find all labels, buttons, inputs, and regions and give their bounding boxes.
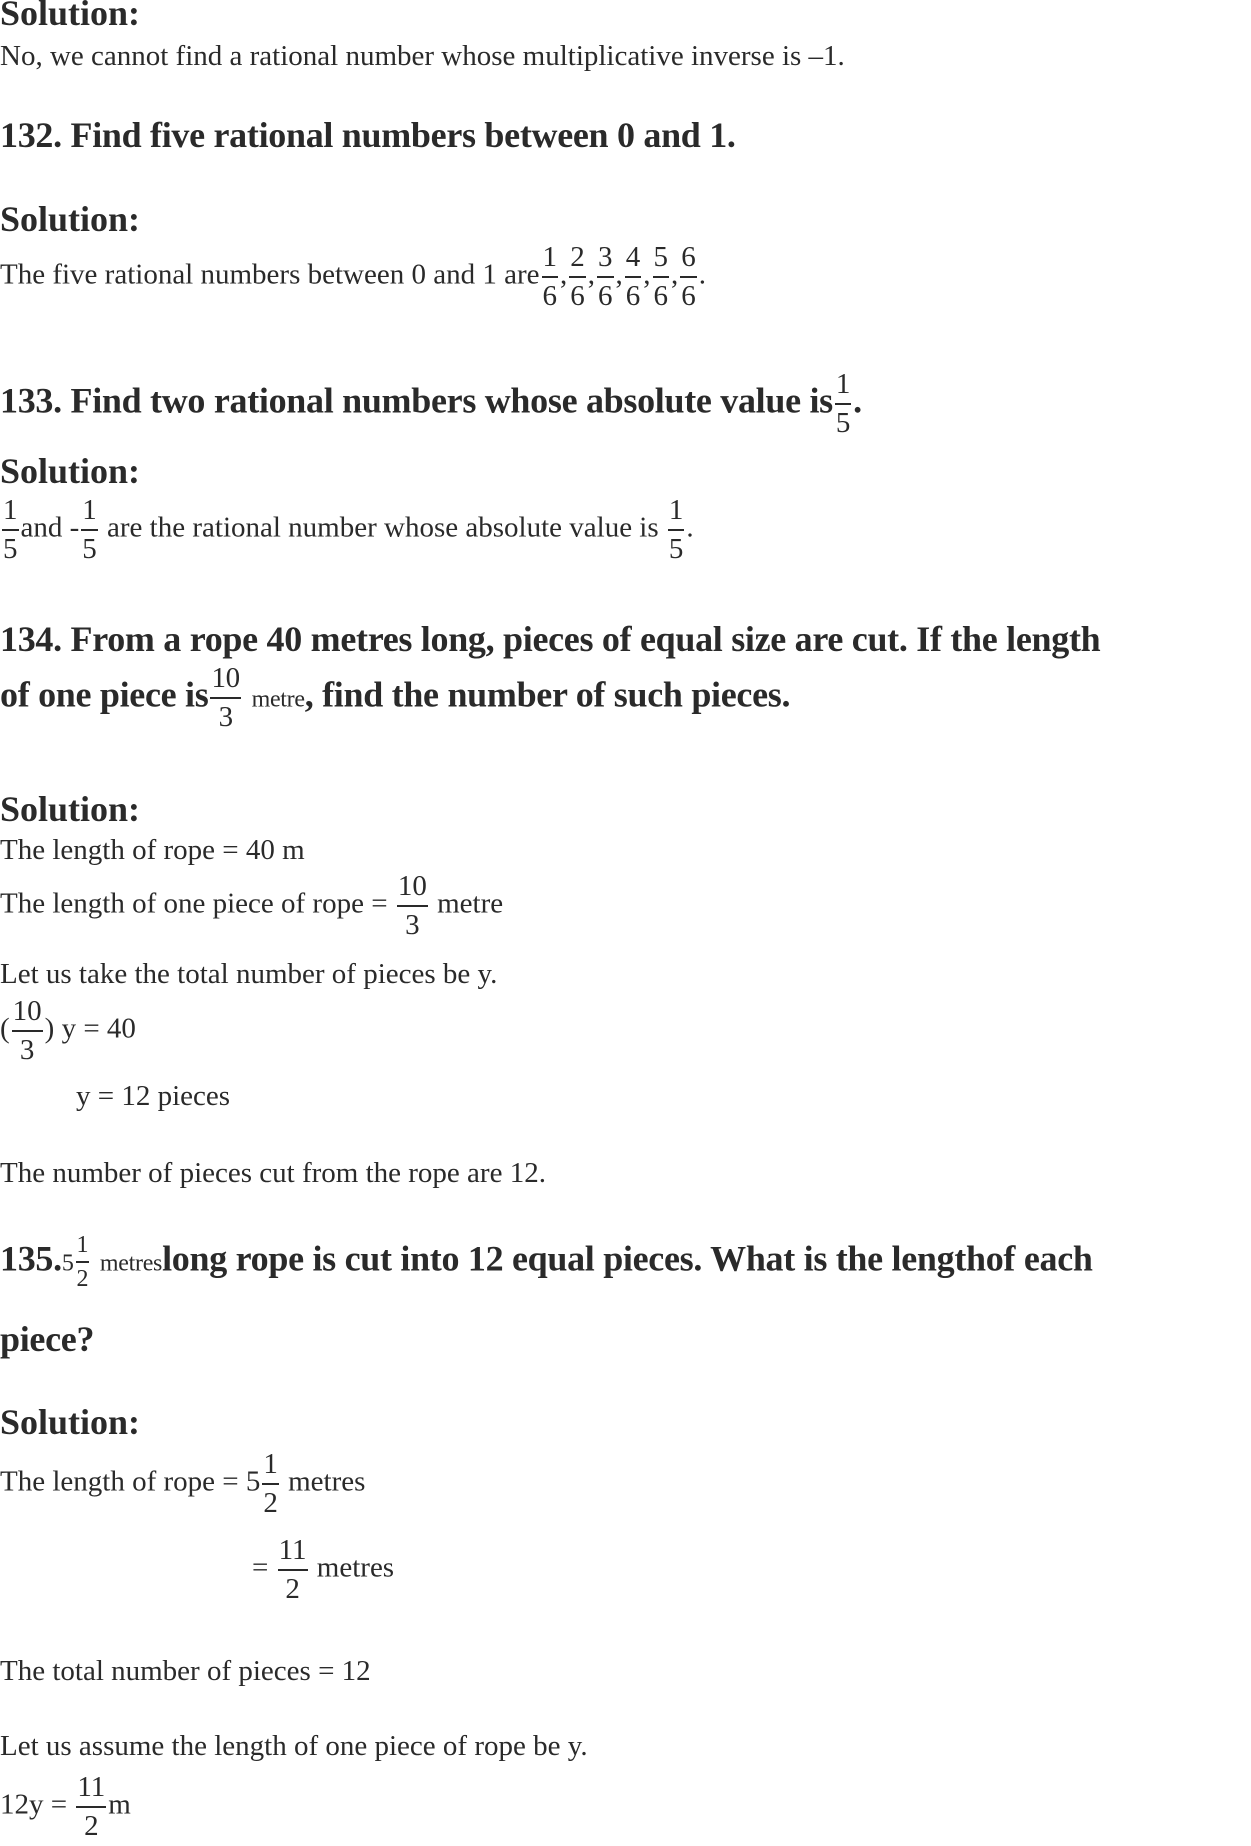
step-text: Let us take the total number of pieces be y. bbox=[0, 958, 498, 990]
solution-heading: Solution: bbox=[0, 199, 141, 239]
fraction: $\frac{10}{3}$ bbox=[397, 870, 427, 941]
solution-heading: Solution: bbox=[0, 1402, 141, 1442]
step-text: The length of rope = 5 $\frac{1}{2}$ metres bbox=[0, 1448, 366, 1519]
fraction: $\frac{1}{6}$ bbox=[542, 241, 558, 312]
fraction: $\frac{10}{3}$ bbox=[211, 662, 240, 733]
step-text: The total number of pieces = 12 bbox=[0, 1655, 371, 1687]
step-text: Let us assume the length of one piece of rope be y. bbox=[0, 1730, 588, 1762]
fraction: $\frac{5}{6}$ bbox=[653, 241, 669, 312]
solution-heading: Solution: bbox=[0, 451, 141, 491]
fraction: $\frac{1}{5}$ bbox=[668, 494, 684, 565]
conclusion-text: The number of pieces cut from the rope are 12. bbox=[0, 1157, 546, 1189]
step-text: y = 12 pieces bbox=[76, 1080, 231, 1112]
step-text: The length of rope = 40 m bbox=[0, 834, 305, 866]
answer-133: $\frac{1}{5}$ and - $\frac{1}{5}$ are the rational number whose absolute value is $\frac{1}{5}$ . bbox=[3, 494, 694, 565]
fraction: $\frac{6}{6}$ bbox=[681, 241, 696, 312]
fraction: $\frac{11}{2}$ bbox=[77, 1771, 106, 1842]
answer-132: The five rational numbers between 0 and 1 are $\frac{1}{6}$ , $\frac{2}{6}$ , $\frac{3}{6}$ , $\frac{4}{6}$ , $\frac{5}{6}$ , $\frac{6}{6}$ . bbox=[0, 241, 707, 312]
fraction: $\frac{11}{2}$ bbox=[278, 1534, 307, 1605]
question-135-line2: piece? bbox=[0, 1319, 95, 1359]
step-text: 12y = $\frac{11}{2}$ m bbox=[0, 1771, 131, 1842]
answer-text: The five rational numbers between 0 and 1 are bbox=[0, 258, 540, 291]
question-134-line2: of one piece is $\frac{10}{3}$ metre, find the number of such pieces. bbox=[0, 662, 791, 733]
solution-heading: Solution: bbox=[0, 0, 141, 33]
step-text: The length of one piece of rope = $\frac{10}{3}$ metre bbox=[0, 870, 504, 941]
question-134-line1: 134. From a rope 40 metres long, pieces of equal size are cut. If the length bbox=[0, 619, 1101, 659]
fraction: $\frac{1}{5}$ bbox=[82, 494, 97, 565]
fraction: $\frac{2}{6}$ bbox=[570, 241, 585, 312]
question-132: 132. Find five rational numbers between 0 and 1. bbox=[0, 115, 736, 155]
question-135-line1: 135.5 $\frac{1}{2}$ metreslong rope is cut into 12 equal pieces. What is the lengthof each bbox=[0, 1232, 1093, 1292]
fraction: $\frac{1}{5}$ bbox=[3, 494, 18, 565]
solution-heading: Solution: bbox=[0, 789, 141, 829]
step-text: ( $\frac{10}{3}$ ) y = 40 bbox=[0, 995, 136, 1066]
fraction: $\frac{3}{6}$ bbox=[598, 241, 613, 312]
fraction: $\frac{1}{2}$ bbox=[76, 1232, 89, 1292]
fraction: $\frac{1}{5}$ bbox=[835, 368, 851, 439]
step-text: = $\frac{11}{2}$ metres bbox=[252, 1534, 395, 1605]
question-133: 133. Find two rational numbers whose absolute value is $\frac{1}{5}$ . bbox=[0, 368, 862, 439]
fraction: $\frac{4}{6}$ bbox=[625, 241, 641, 312]
fraction: $\frac{1}{2}$ bbox=[263, 1448, 278, 1519]
fraction: $\frac{10}{3}$ bbox=[12, 995, 42, 1066]
solution-text: No, we cannot find a rational number whose multiplicative inverse is –1. bbox=[0, 40, 845, 72]
